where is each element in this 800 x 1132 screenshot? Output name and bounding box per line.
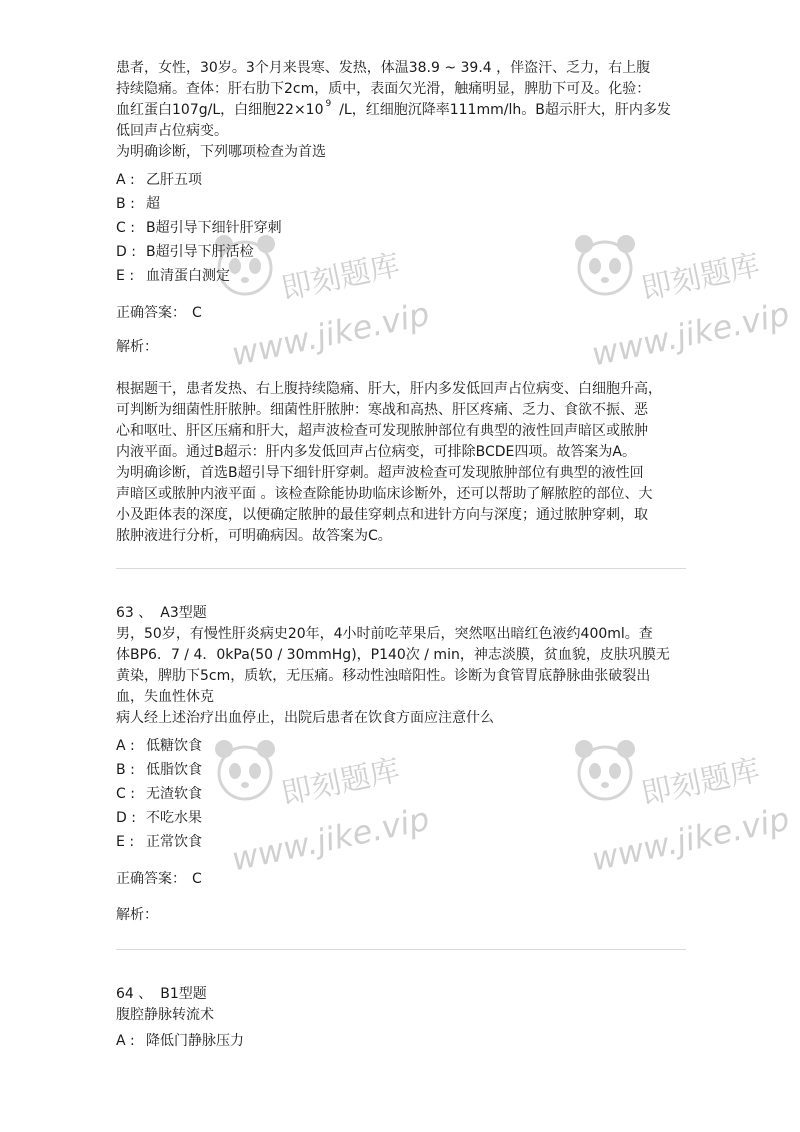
answer-label: 正确答案： xyxy=(116,871,186,887)
watermark-url: www.jike.vip xyxy=(588,799,793,879)
watermark-url: www.jike.vip xyxy=(588,294,793,374)
answer-label: 正确答案： xyxy=(116,305,186,321)
option-letter: D xyxy=(116,810,127,826)
option-text: 血清蛋白测定 xyxy=(146,268,230,284)
option-letter: D xyxy=(116,244,127,260)
question-prompt: 病人经上述治疗出血停止，出院后患者在饮食方面应注意什么 xyxy=(116,710,494,726)
option-letter: A xyxy=(116,172,126,188)
question-stem-line xyxy=(116,100,686,121)
question-content xyxy=(116,58,686,1053)
watermark-brand: 即刻题库 xyxy=(638,752,764,813)
option-text: 正常饮食 xyxy=(146,834,202,850)
watermark-url: www.jike.vip xyxy=(228,294,433,374)
explanation-body xyxy=(116,379,686,547)
question-prompt: 为明确诊断，下列哪项检查为首选 xyxy=(116,144,326,160)
question-stem-line: 男，50岁，有慢性肝炎病史20年，4小时前吃苹果后，突然呕出暗红色液约400ml。查 xyxy=(116,626,653,642)
option-text: 超 xyxy=(146,196,160,212)
option-letter: E xyxy=(116,268,125,284)
watermark-brand: 即刻题库 xyxy=(278,752,404,813)
stem-text: 血红蛋白107g/L，白细胞22×10 xyxy=(116,102,324,118)
option-letter: B xyxy=(116,196,126,212)
question-stem-line: 体BP6．7 / 4．0kPa(50 / 30mmHg)，P140次 / min，神志淡膜，贫血貌，皮肤巩膜无 xyxy=(116,647,670,663)
explanation-line: 为明确诊断，首选B超引导下细针肝穿刺。超声波检查可发现脓肿部位有典型的液性回 xyxy=(116,465,644,481)
option-text: B超引导下肝活检 xyxy=(146,244,254,260)
explanation-line: 内液平面。通过B超示：肝内多发低回声占位病变，可排除BCDE四项。故答案为A。 xyxy=(116,444,636,460)
option-e[interactable]: E : 血清蛋白测定 xyxy=(116,264,686,288)
option-text: 无渣软食 xyxy=(146,786,202,802)
question-number: 63 、 xyxy=(116,605,153,621)
watermark-url: www.jike.vip xyxy=(228,799,433,879)
correct-answer xyxy=(116,302,686,324)
option-d[interactable]: D : B超引导下肝活检 xyxy=(116,240,686,264)
explanation-line: 心和呕吐、肝区压痛和肝大，超声波检查可发现脓肿部位有典型的液性回声暗区或脓肿 xyxy=(116,423,648,439)
superscript: 9 xyxy=(325,99,332,109)
explanation-line: 小及距体表的深度，以便确定脓肿的最佳穿刺点和进针方向与深度；通过脓肿穿刺，取 xyxy=(116,507,648,523)
option-text: 低脂饮食 xyxy=(146,762,202,778)
question-number: 64 、 xyxy=(116,986,153,1002)
question-type: A3型题 xyxy=(160,605,207,621)
option-a[interactable]: A : 降低门静脉压力 xyxy=(116,1029,686,1053)
option-c[interactable]: C : B超引导下细针肝穿刺 xyxy=(116,216,686,240)
answer-value: C xyxy=(192,871,202,887)
question-header xyxy=(116,602,686,624)
explanation-line: 根据题干，患者发热、右上腹持续隐痛、肝大，肝内多发低回声占位病变、白细胞升高， xyxy=(116,381,662,397)
watermark-brand: 即刻题库 xyxy=(278,247,404,308)
option-letter: C xyxy=(116,786,126,802)
question-64 xyxy=(116,983,686,1053)
correct-answer xyxy=(116,868,686,890)
question-stem-line: 腹腔静脉转流术 xyxy=(116,1007,214,1023)
option-letter: B xyxy=(116,762,126,778)
option-e[interactable]: E : 正常饮食 xyxy=(116,830,686,854)
stem-text: /L，红细胞沉降率111mm/lh。B超示肝大，肝内多发 xyxy=(339,102,671,118)
question-stem-line: 患者，女性，30岁。3个月来畏寒、发热，体温38.9 ~ 39.4 ，伴盗汗、乏力，右上腹 xyxy=(116,60,651,76)
option-text: B超引导下细针肝穿刺 xyxy=(146,220,282,236)
option-letter: E xyxy=(116,834,125,850)
explanation-label: 解析： xyxy=(116,907,158,923)
option-d[interactable]: D : 不吃水果 xyxy=(116,806,686,830)
question-type: B1型题 xyxy=(160,986,207,1002)
question-stem-line: 持续隐痛。查体：肝右肋下2cm，质中，表面欠光滑，触痛明显，脾肋下可及。化验： xyxy=(116,81,651,97)
question-stem-line: 黄染，脾肋下5cm，质软，无压痛。移动性浊暗阳性。诊断为食管胃底静脉曲张破裂出 xyxy=(116,668,651,684)
option-letter: A xyxy=(116,1033,126,1049)
explanation-line: 声暗区或脓肿内液平面 。该检查除能协助临床诊断外，还可以帮助了解脓腔的部位、大 xyxy=(116,486,653,502)
option-text: 低糖饮食 xyxy=(146,738,202,754)
question-62 xyxy=(116,58,686,547)
option-b[interactable]: B : 超 xyxy=(116,192,686,216)
question-stem-line: 血，失血性休克 xyxy=(116,689,214,705)
option-b[interactable]: B : 低脂饮食 xyxy=(116,758,686,782)
explanation-line: 可判断为细菌性肝脓肿。细菌性肝脓肿：寒战和高热、肝区疼痛、乏力、食欲不振、恶 xyxy=(116,402,648,418)
option-a[interactable]: A : 低糖饮食 xyxy=(116,734,686,758)
question-header xyxy=(116,983,686,1005)
option-letter: C xyxy=(116,220,126,236)
option-letter: A xyxy=(116,738,126,754)
option-c[interactable]: C : 无渣软食 xyxy=(116,782,686,806)
explanation-line: 脓肿液进行分析，可明确病因。故答案为C。 xyxy=(116,528,392,544)
option-text: 降低门静脉压力 xyxy=(146,1033,244,1049)
question-stem-line: 低回声占位病变。 xyxy=(116,123,228,139)
option-a[interactable]: A : 乙肝五项 xyxy=(116,168,686,192)
answer-value: C xyxy=(192,305,202,321)
option-text: 乙肝五项 xyxy=(146,172,202,188)
question-63 xyxy=(116,602,686,926)
option-text: 不吃水果 xyxy=(146,810,202,826)
explanation-label: 解析： xyxy=(116,339,158,355)
watermark-brand: 即刻题库 xyxy=(638,247,764,308)
